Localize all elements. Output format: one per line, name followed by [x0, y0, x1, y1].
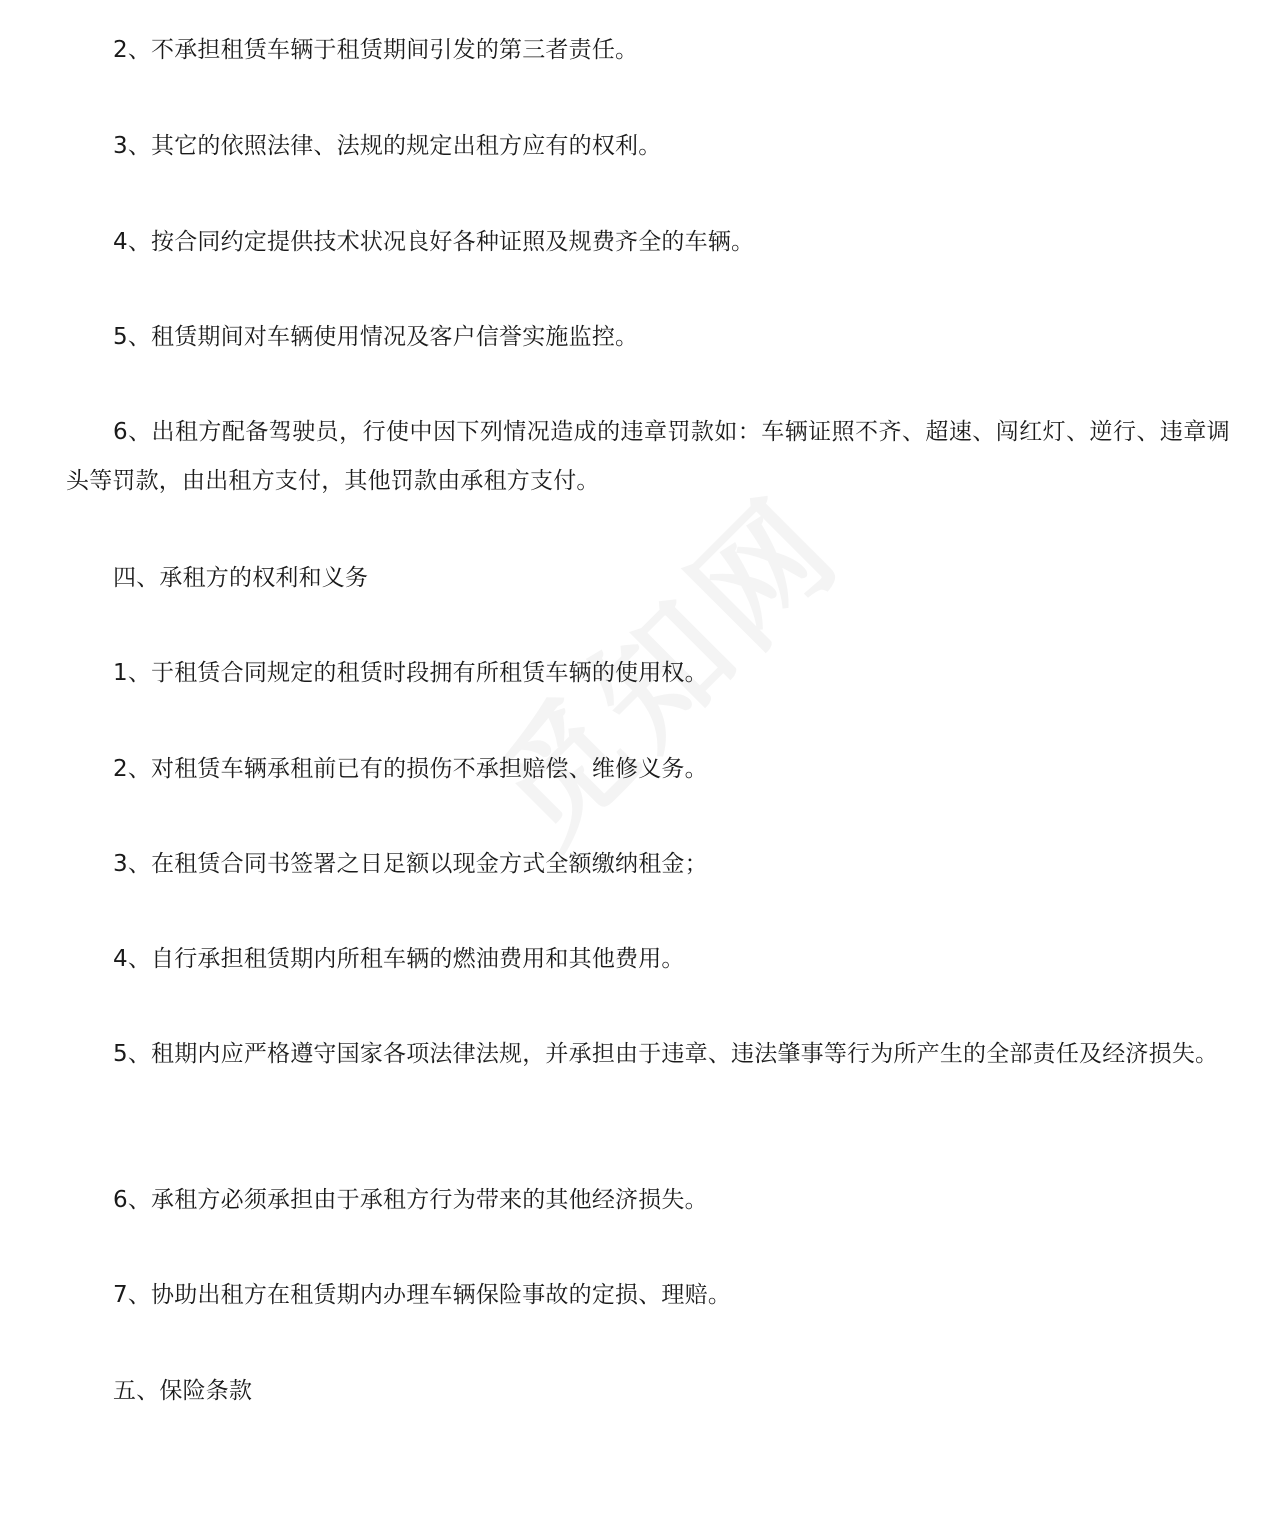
paragraph-lessee-clause-4: 4、自行承担租赁期内所租车辆的燃油费用和其他费用。 [113, 946, 685, 972]
paragraph-lessor-clause-6: 6、出租方配备驾驶员，行使中因下列情况造成的违章罚款如：车辆证照不齐、超速、闯红灯、逆行、违章调头等罚款，由出租方支付，其他罚款由承租方支付。 [66, 419, 1230, 494]
paragraph-lessor-clause-5: 5、租赁期间对车辆使用情况及客户信誉实施监控。 [113, 324, 639, 350]
paragraph-lessor-clause-4: 4、按合同约定提供技术状况良好各种证照及规费齐全的车辆。 [113, 229, 755, 255]
paragraph-lessee-clause-7: 7、协助出租方在租赁期内办理车辆保险事故的定损、理赔。 [113, 1282, 732, 1308]
paragraph-lessee-clause-2: 2、对租赁车辆承租前已有的损伤不承担赔偿、维修义务。 [113, 756, 708, 782]
paragraph-lessor-clause-2: 2、不承担租赁车辆于租赁期间引发的第三者责任。 [113, 37, 639, 63]
paragraph-lessee-clause-5: 5、租期内应严格遵守国家各项法律法规，并承担由于违章、违法肇事等行为所产生的全部责任及经济损失。 [113, 1041, 1219, 1067]
paragraph-lessee-clause-3: 3、在租赁合同书签署之日足额以现金方式全额缴纳租金； [113, 851, 708, 877]
section-heading-insurance: 五、保险条款 [113, 1378, 253, 1404]
paragraph-lessee-clause-1: 1、于租赁合同规定的租赁时段拥有所租赁车辆的使用权。 [113, 660, 708, 686]
section-heading-lessee-rights: 四、承租方的权利和义务 [113, 565, 369, 591]
paragraph-lessee-clause-6: 6、承租方必须承担由于承租方行为带来的其他经济损失。 [113, 1187, 708, 1213]
paragraph-lessor-clause-3: 3、其它的依照法律、法规的规定出租方应有的权利。 [113, 133, 662, 159]
